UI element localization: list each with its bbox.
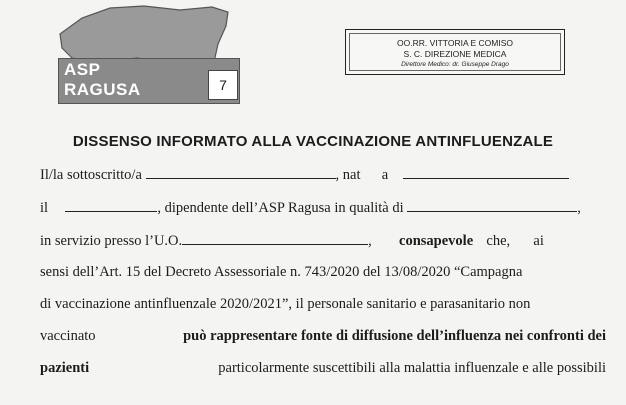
unit-field-blank[interactable] — [182, 232, 368, 245]
logo-text-ragusa: RAGUSA — [64, 80, 141, 99]
form-line-1 — [40, 166, 606, 184]
text-ai: ai — [533, 233, 544, 249]
text-nat: , nat — [335, 167, 361, 183]
text-consapevole: consapevole — [399, 233, 474, 249]
text-servizio: in servizio presso l’U.O. — [40, 233, 183, 249]
header-director: Direttore Medico: dr. Giuseppe Drago — [401, 61, 509, 68]
text-comma-2: , — [368, 233, 372, 249]
name-field-blank[interactable] — [146, 166, 336, 179]
text-dipendente: , dipendente dell’ASP Ragusa in qualità di — [157, 200, 404, 216]
asp-ragusa-logo — [52, 4, 242, 104]
header-inner-frame — [349, 33, 561, 71]
birthdate-field-blank[interactable] — [65, 199, 157, 212]
text-comma: , — [577, 200, 581, 216]
logo-text-asp: ASP — [64, 60, 101, 79]
logo-badge: 7 — [208, 70, 238, 100]
form-line-6 — [40, 328, 606, 345]
text-a: a — [381, 167, 389, 183]
text-pazienti: pazienti — [40, 360, 90, 376]
role-field-blank[interactable] — [407, 199, 577, 212]
form-line-7 — [40, 360, 606, 377]
text-che: che, — [486, 233, 511, 249]
birthplace-field-blank[interactable] — [403, 166, 569, 179]
text-sottoscritto: Il/la sottoscritto/a — [40, 167, 142, 183]
form-line-4: sensi dell’Art. 15 del Decreto Assessoriale n. 743/2020 del 13/08/2020 “Campagna — [40, 264, 523, 280]
hospital-header-box — [345, 29, 565, 75]
form-line-2 — [40, 199, 606, 217]
text-il: il — [40, 200, 49, 216]
text-rappresentare: può rappresentare fonte di diffusione dell’influenza nei confronti dei — [183, 328, 606, 344]
text-vaccinato: vaccinato — [40, 328, 96, 344]
form-line-5: di vaccinazione antinfluenzale 2020/2021”, il personale sanitario e parasanitario non — [40, 296, 531, 312]
document-title: DISSENSO INFORMATO ALLA VACCINAZIONE ANTINFLUENZALE — [72, 133, 554, 150]
form-line-3 — [40, 232, 606, 250]
header-department: S. C. DIREZIONE MEDICA — [403, 49, 507, 59]
text-suscettibili: particolarmente suscettibili alla malattia influenzale e alle possibili — [218, 360, 606, 376]
header-hospitals: OO.RR. VITTORIA E COMISO — [396, 38, 514, 48]
